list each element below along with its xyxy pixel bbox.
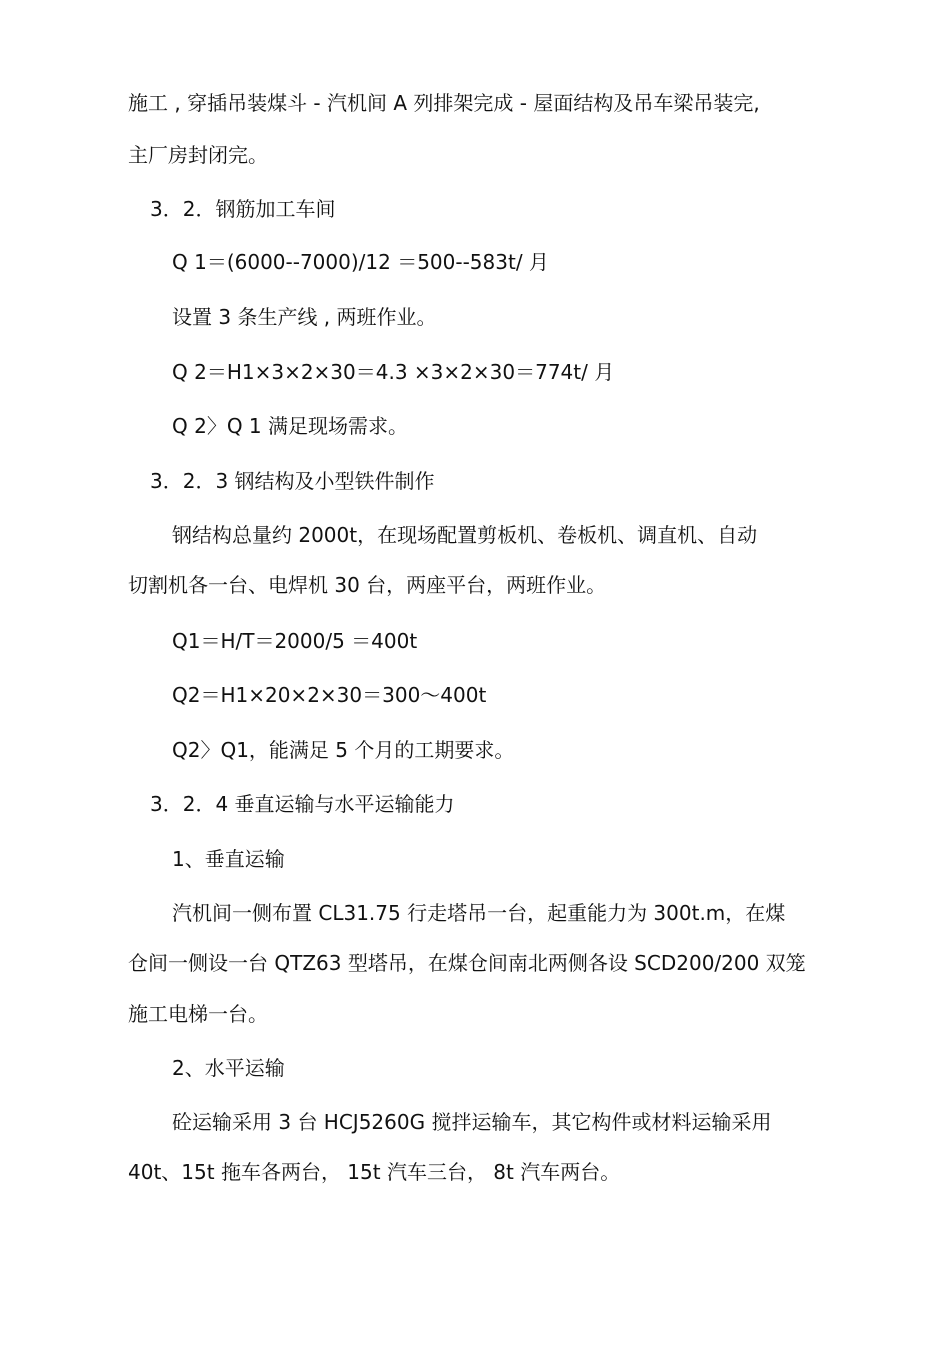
paragraph-line: 仓间一侧设一台 QTZ63 型塔吊，在煤仓间南北两侧各设 SCD200/200 双笼 — [128, 951, 806, 975]
formula-line: Q2〉Q1，能满足 5 个月的工期要求。 — [172, 738, 515, 762]
subsection-heading: 2、水平运输 — [172, 1056, 285, 1080]
formula-line: Q 2〉Q 1 满足现场需求。 — [172, 414, 409, 438]
section-heading: 3．2．4 垂直运输与水平运输能力 — [150, 792, 455, 816]
paragraph-line: 主厂房封闭完。 — [128, 143, 268, 167]
paragraph-line: 40t、15t 拖车各两台， 15t 汽车三台， 8t 汽车两台。 — [128, 1160, 621, 1184]
paragraph-line: 砼运输采用 3 台 HCJ5260G 搅拌运输车，其它构件或材料运输采用 — [172, 1110, 772, 1134]
paragraph-line: 钢结构总量约 2000t，在现场配置剪板机、卷板机、调直机、自动 — [172, 523, 758, 547]
formula-line: Q1＝H/T＝2000/5 ＝400t — [172, 629, 418, 653]
paragraph-line: 施工 , 穿插吊装煤斗 - 汽机间 A 列排架完成 - 屋面结构及吊车梁吊装完, — [128, 91, 760, 115]
formula-line: Q 2＝H1×3×2×30＝4.3 ×3×2×30＝774t/ 月 — [172, 360, 615, 384]
section-heading: 3．2．钢筋加工车间 — [150, 197, 336, 221]
paragraph-line: 汽机间一侧布置 CL31.75 行走塔吊一台，起重能力为 300t.m，在煤 — [172, 901, 786, 925]
paragraph-line: 设置 3 条生产线 , 两班作业。 — [172, 305, 437, 329]
formula-line: Q 1＝(6000--7000)/12 ＝500--583t/ 月 — [172, 250, 549, 274]
subsection-heading: 1、垂直运输 — [172, 847, 285, 871]
section-heading: 3．2．3 钢结构及小型铁件制作 — [150, 469, 435, 493]
formula-line: Q2＝H1×20×2×30＝300～400t — [172, 683, 487, 707]
paragraph-line: 施工电梯一台。 — [128, 1002, 268, 1026]
paragraph-line: 切割机各一台、电焊机 30 台，两座平台，两班作业。 — [128, 573, 607, 597]
